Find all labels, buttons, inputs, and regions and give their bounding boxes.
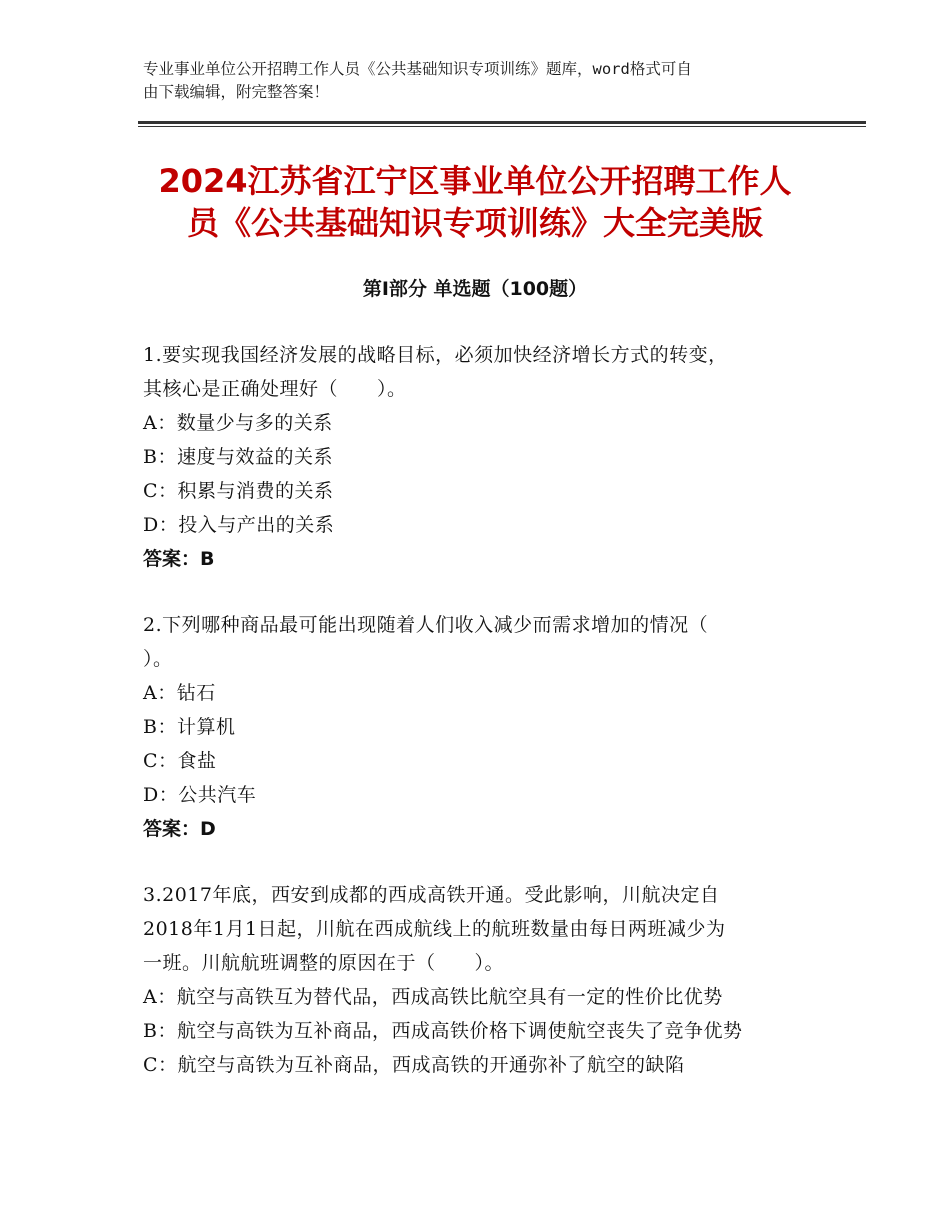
header-divider-thick <box>138 121 866 124</box>
option-d: D：投入与产出的关系 <box>143 514 335 536</box>
option-c: C：积累与消费的关系 <box>143 480 334 502</box>
question-stem-line: ）。 <box>143 648 173 670</box>
header-divider-thin <box>138 126 866 127</box>
question-stem-line: 其核心是正确处理好（ ）。 <box>143 378 407 400</box>
option-d: D：公共汽车 <box>143 784 257 806</box>
option-a: A：钻石 <box>143 682 216 704</box>
question-stem-line: 2018年1月1日起，川航在西成航线上的航班数量由每日两班减少为 <box>143 918 726 940</box>
option-b: B：航空与高铁为互补商品，西成高铁价格下调使航空丧失了竞争优势 <box>143 1020 743 1042</box>
header-note-line-1: 专业事业单位公开招聘工作人员《公共基础知识专项训练》题库，word格式可自 <box>143 60 692 78</box>
option-c: C：食盐 <box>143 750 217 772</box>
question-list <box>143 338 823 1114</box>
section-title: 第Ⅰ部分 单选题（100题） <box>362 278 588 300</box>
question-stem-line: 2.下列哪种商品最可能出现随着人们收入减少而需求增加的情况（ <box>143 614 709 636</box>
option-a: A：数量少与多的关系 <box>143 412 333 434</box>
question-stem-line: 一班。川航航班调整的原因在于（ ）。 <box>143 952 505 974</box>
document-title-line-2: 员《公共基础知识专项训练》大全完美版 <box>186 204 763 242</box>
option-c: C：航空与高铁为互补商品，西成高铁的开通弥补了航空的缺陷 <box>143 1054 685 1076</box>
header-note <box>143 58 823 104</box>
question-3 <box>143 878 823 1082</box>
option-b: B：速度与效益的关系 <box>143 446 333 468</box>
question-stem-line: 3.2017年底，西安到成都的西成高铁开通。受此影响，川航决定自 <box>143 884 720 906</box>
question-2 <box>143 608 823 846</box>
document-title <box>100 160 850 244</box>
option-b: B：计算机 <box>143 716 236 738</box>
option-a: A：航空与高铁互为替代品，西成高铁比航空具有一定的性价比优势 <box>143 986 723 1008</box>
document-title-line-1: 2024江苏省江宁区事业单位公开招聘工作人 <box>158 162 792 200</box>
header-note-line-2: 由下载编辑，附完整答案！ <box>143 83 330 101</box>
question-stem-line: 1.要实现我国经济发展的战略目标，必须加快经济增长方式的转变， <box>143 344 728 366</box>
answer: 答案：B <box>143 548 215 570</box>
question-1 <box>143 338 823 576</box>
answer: 答案：D <box>143 818 216 840</box>
